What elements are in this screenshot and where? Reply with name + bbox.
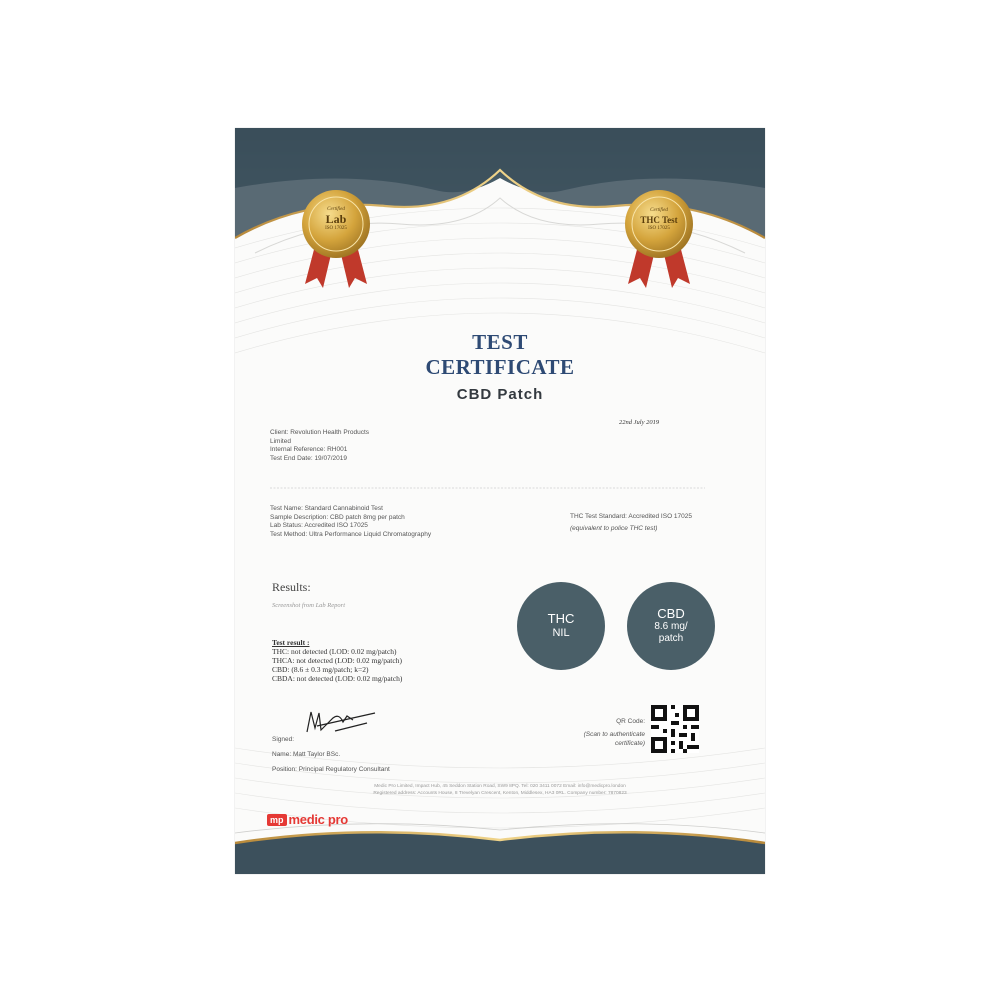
signed-label: Signed: <box>272 736 295 743</box>
logo-mark: mp <box>267 814 287 826</box>
thc-badge-value: NIL <box>552 627 570 639</box>
client-line-2: Limited <box>270 437 291 445</box>
footer-line-2: Registered address: Accounts House, 8 Trevelyan Crescent, Kenton, Middlesex, HA3 0RL. Company number: 7870823 <box>373 790 627 796</box>
signature-icon <box>307 712 375 732</box>
thc-badge-label: THC <box>547 611 575 626</box>
medic-pro-logo <box>267 812 348 827</box>
title-line-2: CERTIFICATE <box>425 355 575 379</box>
cbd-badge-label: CBD <box>657 606 685 621</box>
seal-bottom-text: ISO 17025 <box>325 226 347 231</box>
test-name: Test Name: Standard Cannabinoid Test <box>270 505 383 512</box>
certificate-background <box>235 128 765 874</box>
lab-seal-text <box>309 207 363 232</box>
signatory-name: Name: Matt Taylor BSc. <box>272 751 341 758</box>
thc-seal-text <box>632 208 686 232</box>
seal-top-text: Certified <box>327 207 345 212</box>
seal-main-text: Lab <box>325 212 347 226</box>
document-subtitle: CBD Patch <box>456 386 544 403</box>
certificate <box>235 128 765 874</box>
lab-seal-icon <box>302 190 370 288</box>
sample-description: Sample Description: CBD patch 8mg per patch <box>270 513 405 521</box>
footer-line-1: Medic Pro Limited, Impact Hub, 45 Seddon Station Road, SW9 8PQ. Tel: 020 3411 0072 Email: info@medicpro.london <box>374 784 626 789</box>
internal-reference: Internal Reference: RH001 <box>270 446 348 453</box>
qr-note <box>565 731 645 748</box>
cbd-badge-value: 8.6 mg/ <box>654 621 688 632</box>
results-source: Screenshot from Lab Report <box>272 602 345 609</box>
result-line: CBD: (8.6 ± 0.3 mg/patch; k=2) <box>272 665 369 674</box>
signatory-position: Position: Principal Regulatory Consultant <box>272 766 390 773</box>
test-result-block <box>272 638 402 683</box>
seal-bottom-text: ISO 17025 <box>648 226 670 231</box>
thc-standard-line-1: THC Test Standard: Accredited ISO 17025 <box>570 513 693 520</box>
qr-note-line-1: (Scan to authenticate <box>583 731 645 738</box>
footer-address <box>235 784 765 797</box>
cbd-badge-unit: patch <box>658 633 684 644</box>
qr-label: QR Code: <box>616 718 645 725</box>
thc-test-seal-icon <box>625 190 693 288</box>
result-line: THCA: not detected (LOD: 0.02 mg/patch) <box>272 656 402 665</box>
result-line: THC: not detected (LOD: 0.02 mg/patch) <box>272 647 397 656</box>
qr-note-line-2: certificate) <box>615 739 645 747</box>
certificate-date: 22nd July 2019 <box>619 419 660 426</box>
thc-standard-line-2: (equivalent to police THC test) <box>570 524 658 532</box>
test-method: Test Method: Ultra Performance Liquid Chromatography <box>270 530 432 538</box>
seal-top-text: Certified <box>650 208 668 213</box>
client-line-1: Client: Revolution Health Products <box>270 429 369 436</box>
result-line: CBDA: not detected (LOD: 0.02 mg/patch) <box>272 674 403 683</box>
test-info-block <box>270 505 431 539</box>
test-end-date: Test End Date: 19/07/2019 <box>270 454 347 462</box>
thc-result-badge <box>517 582 605 670</box>
cbd-result-badge <box>627 582 715 670</box>
seal-main-text: THC Test <box>640 215 678 225</box>
thc-standard-block <box>570 513 692 533</box>
lab-status: Lab Status: Accredited ISO 17025 <box>270 522 368 529</box>
results-heading: Results: <box>272 580 311 594</box>
title-line-1: TEST <box>472 330 528 354</box>
client-block <box>270 429 369 463</box>
test-result-label: Test result : <box>272 638 310 647</box>
qr-code-icon[interactable] <box>651 705 699 753</box>
logo-name: medic pro <box>288 812 348 827</box>
